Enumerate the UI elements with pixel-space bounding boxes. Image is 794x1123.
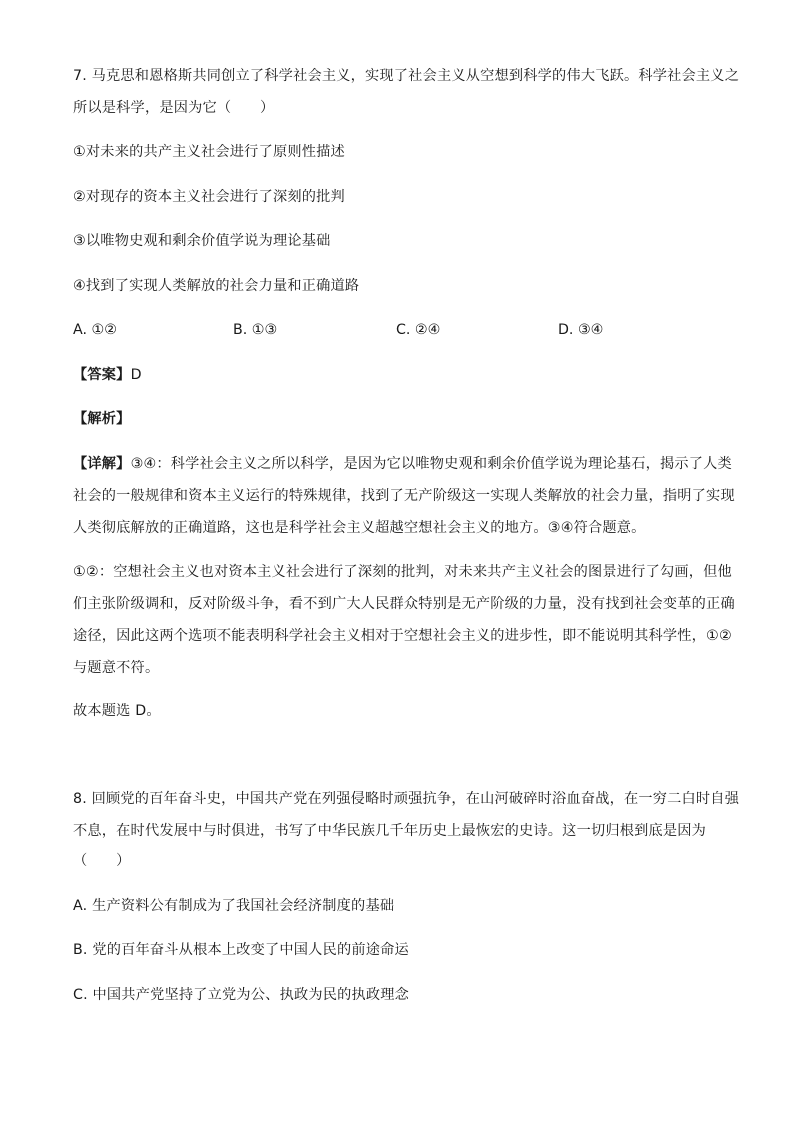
- q7-stem-line-1: 7. 马克思和恩格斯共同创立了科学社会主义，实现了社会主义从空想到科学的伟大飞跃。科学社会主义之: [73, 68, 740, 84]
- q7-option-c: C. ②④: [396, 322, 441, 338]
- q7-statement-1: ①对未来的共产主义社会进行了原则性描述: [73, 144, 345, 160]
- q7-para2-line-4: 与题意不符。: [73, 660, 160, 676]
- q7-option-a: A. ①②: [73, 322, 117, 338]
- q8-option-b: B. 党的百年奋斗从根本上改变了中国人民的前途命运: [73, 942, 409, 958]
- q7-option-d: D. ③④: [558, 322, 604, 338]
- q7-detail-line-1: [73, 454, 732, 474]
- q7-para2-line-3: 途径，因此这两个选项不能表明科学社会主义相对于空想社会主义的进步性，即不能说明其科学性，①②: [73, 628, 732, 644]
- q7-para2-line-2: 们主张阶级调和，反对阶级斗争，看不到广大人民群众特别是无产阶级的力量，没有找到社会变革的正确: [73, 596, 735, 612]
- q8-stem-line-2: 不息，在时代发展中与时俱进，书写了中华民族几千年历史上最恢宏的史诗。这一切归根到底是因为: [73, 823, 707, 839]
- detail-text: ③④：科学社会主义之所以科学，是因为它以唯物史观和剩余价值学说为理论基石，揭示了人类: [130, 456, 732, 472]
- q7-conclusion: 故本题选 D。: [73, 703, 161, 719]
- answer-tag: 【答案】: [73, 367, 131, 383]
- answer-value: D: [130, 367, 142, 383]
- q8-stem-line-3: （ ）: [73, 853, 131, 869]
- q7-detail-line-3: 人类彻底解放的正确道路，这也是科学社会主义超越空想社会主义的地方。③④符合题意。: [73, 520, 646, 536]
- q7-statement-4: ④找到了实现人类解放的社会力量和正确道路: [73, 278, 360, 294]
- q8-option-c: C. 中国共产党坚持了立党为公、执政为民的执政理念: [73, 987, 410, 1003]
- q7-analysis-tag: 【解析】: [73, 411, 131, 427]
- q8-option-a: A. 生产资料公有制成为了我国社会经济制度的基础: [73, 898, 395, 914]
- q7-stem-line-2: 所以是科学，是因为它（ ）: [73, 100, 275, 116]
- q7-detail-line-2: 社会的一般规律和资本主义运行的特殊规律，找到了无产阶级这一实现人类解放的社会力量，指明了实现: [73, 488, 735, 504]
- q7-statement-2: ②对现存的资本主义社会进行了深刻的批判: [73, 189, 345, 205]
- q7-para2-line-1: ①②：空想社会主义也对资本主义社会进行了深刻的批判，对未来共产主义社会的图景进行了勾画，但他: [73, 564, 732, 580]
- q7-answer: [73, 365, 142, 385]
- q7-statement-3: ③以唯物史观和剩余价值学说为理论基础: [73, 233, 331, 249]
- detail-tag: 【详解】: [73, 456, 131, 472]
- q7-option-b: B. ①③: [233, 322, 278, 338]
- q8-stem-line-1: 8. 回顾党的百年奋斗史，中国共产党在列强侵略时顽强抗争，在山河破碎时浴血奋战，在一穷二白时自强: [73, 791, 740, 807]
- q7-options: [73, 320, 723, 340]
